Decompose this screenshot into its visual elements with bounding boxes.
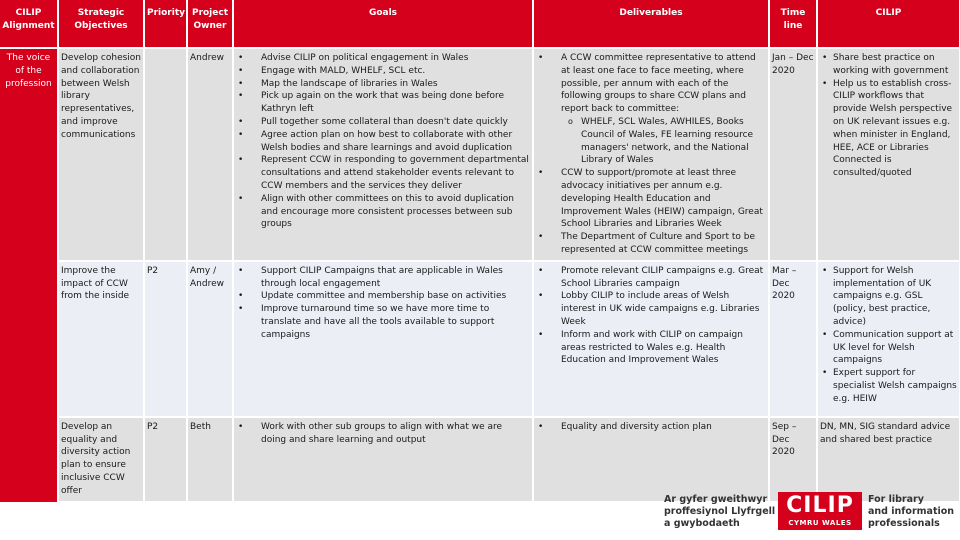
english-tagline-line: and information [868,506,955,517]
list-item: • Update committee and membership base on activities [236,290,530,303]
list-item: • Promote relevant CILIP campaigns e.g. Great School Libraries campaign [536,265,766,291]
deliverables-cell [533,48,769,261]
list-item: • Work with other sub groups to align with what we are doing and share learning and output [236,421,530,447]
welsh-tagline-line: proffesiynol Llyfrgell [664,506,776,517]
objective-cell: Develop an equality and diversity action plan to ensure inclusive CCW offer [58,417,144,502]
goals-cell [233,417,533,502]
cilip-logo [778,492,862,530]
list-item: • Pick up again on the work that was being done before Kathryn left [236,90,530,116]
list-item: • Align with other committees on this to avoid duplication and encourage more consistent processes between sub groups [236,193,530,231]
list-item: • Communication support at UK level for Welsh campaigns [820,329,957,367]
list-item: • The Department of Culture and Sport to be represented at CCW committee meetings [536,231,766,257]
list-item: • Expert support for specialist Welsh campaigns e.g. HEIW [820,367,957,405]
header-owner: Project Owner [187,0,233,48]
timeline-cell: Mar – Dec 2020 [769,261,817,417]
logo-subtitle: CYMRU WALES [788,519,852,527]
list-subitem: o WHELF, SCL Wales, AWHILES, Books Council of Wales, FE learning resource managers' network, and the National Library of Wales [536,116,766,167]
deliverables-list [536,421,766,434]
header-timeline: Time line [769,0,817,48]
priority-cell [144,48,187,261]
header-deliverables: Deliverables [533,0,769,48]
list-item: • Help us to establish cross-CILIP workflows that provide Welsh perspective on UK relevant issues e.g. when minister in England, HEE, ACE or Libraries Connected is consulted/quoted [820,78,957,180]
table-row [0,417,960,502]
english-tagline-line: For library [868,494,924,505]
english-tagline-line: professionals [868,518,940,529]
deliverables-cell [533,417,769,502]
list-item: • CCW to support/promote at least three advocacy initiatives per annum e.g. developing Health Education and Improvement Wales (HEIW) campaign, Great School Libraries and Libraries Week [536,167,766,231]
list-item: • Support CILIP Campaigns that are applicable in Wales through local engagement [236,265,530,291]
cilip-cell: DN, MN, SIG standard advice and shared best practice [817,417,960,502]
list-item: • Represent CCW in responding to government departmental consultations and attend stakeholder events relevant to CCW members and the services they deliver [236,154,530,192]
welsh-tagline-line: a gwybodaeth [664,518,740,529]
goals-list [236,265,530,342]
cilip-cell [817,261,960,417]
list-item: • Inform and work with CILIP on campaign areas restricted to Wales e.g. Health Education and Improvement Wales [536,329,766,367]
list-item: • Support for Welsh implementation of UK campaigns e.g. GSL (policy, best practice, advice) [820,265,957,329]
list-item: • Pull together some collateral than doesn't date quickly [236,116,530,129]
cilip-cell [817,48,960,261]
timeline-cell: Jan – Dec 2020 [769,48,817,261]
list-item: • Agree action plan on how best to collaborate with other Welsh bodies and share learnings and avoid duplication [236,129,530,155]
list-item: • A CCW committee representative to attend at least one face to face meeting, where possible, per annum with each of the following groups to share CCW plans and report back to committee: [536,52,766,116]
header-alignment: CILIP Alignment [0,0,58,48]
header-priority: Priority [144,0,187,48]
list-item: • Equality and diversity action plan [536,421,766,434]
goals-cell [233,48,533,261]
priority-cell: P2 [144,417,187,502]
list-item: • Map the landscape of libraries in Wales [236,78,530,91]
list-item: • Engage with MALD, WHELF, SCL etc. [236,65,530,78]
owner-cell: Amy / Andrew [187,261,233,417]
goals-list [236,421,530,447]
cilip-list [820,265,957,406]
list-item: • Lobby CILIP to include areas of Welsh interest in UK wide campaigns e.g. Libraries Week [536,290,766,328]
footer-branding [664,492,960,536]
alignment-cell: The voice of the profession [0,48,58,502]
objective-cell: Develop cohesion and collaboration between Welsh library representatives, and improve communications [58,48,144,261]
deliverables-list [536,52,766,257]
objective-cell: Improve the impact of CCW from the inside [58,261,144,417]
table-row [0,48,960,261]
timeline-cell: Sep – Dec 2020 [769,417,817,502]
header-cilip: CILIP [817,0,960,48]
goals-list [236,52,530,231]
header-goals: Goals [233,0,533,48]
list-item: • Advise CILIP on political engagement in Wales [236,52,530,65]
logo-wordmark: CILIP [786,493,854,518]
english-tagline [868,494,954,530]
header-objectives: Strategic Objectives [58,0,144,48]
list-item: • Share best practice on working with government [820,52,957,78]
owner-cell: Beth [187,417,233,502]
deliverables-cell [533,261,769,417]
header-row [0,0,960,48]
goals-cell [233,261,533,417]
welsh-tagline [664,494,775,530]
owner-cell: Andrew [187,48,233,261]
deliverables-list [536,265,766,367]
priority-cell: P2 [144,261,187,417]
welsh-tagline-line: Ar gyfer gweithwyr [664,494,768,505]
table-row [0,261,960,417]
cilip-list [820,52,957,180]
list-item: • Improve turnaround time so we have more time to translate and have all the tools available to support campaigns [236,303,530,341]
